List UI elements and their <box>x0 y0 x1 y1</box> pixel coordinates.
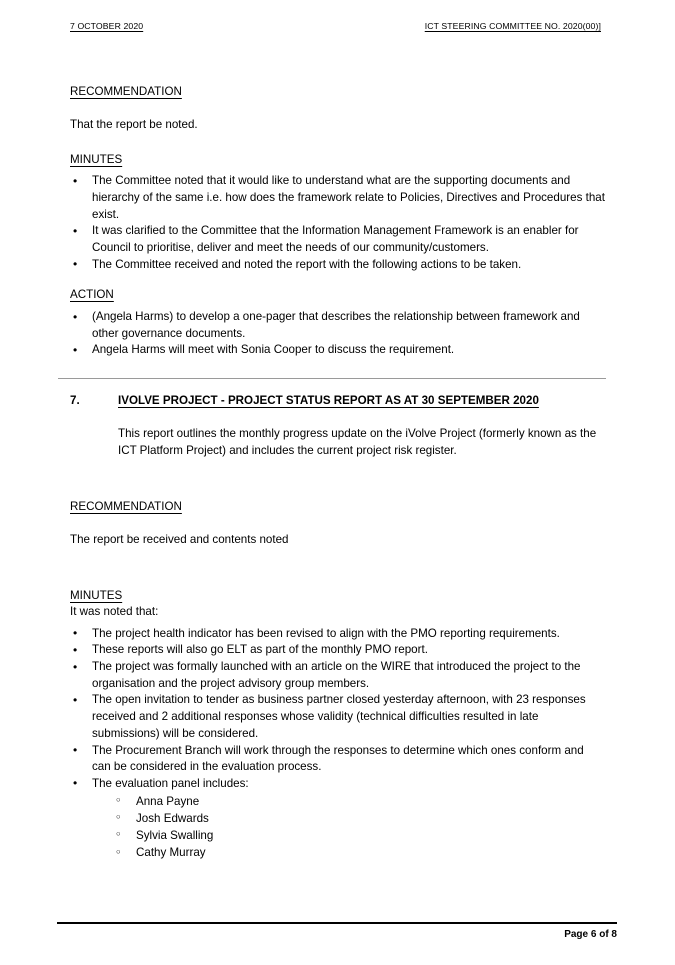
list-item: • (Angela Harms) to develop a one-pager that describes the relationship between framework and other governance documents. <box>70 309 605 342</box>
minutes-heading-2: MINUTES <box>70 589 123 603</box>
action-divider-rule <box>58 378 606 379</box>
list-item: ○ Cathy Murray <box>114 844 605 861</box>
minutes-intro-2: It was noted that: <box>70 604 159 618</box>
list-item: • Angela Harms will meet with Sonia Cooper to discuss the requirement. <box>70 342 605 359</box>
minutes-bullet-list-2 <box>70 626 605 793</box>
agenda-item-7 <box>70 393 605 409</box>
header-committee-reference: ICT STEERING COMMITTEE NO. 2020(00)] <box>424 21 601 31</box>
recommendation-heading-2: RECOMMENDATION <box>70 500 182 514</box>
list-item: ○ Anna Payne <box>114 793 605 810</box>
list-item: ○ Sylvia Swalling <box>114 827 605 844</box>
list-item: ○ Josh Edwards <box>114 810 605 827</box>
recommendation-heading-1: RECOMMENDATION <box>70 85 182 98</box>
list-item: • These reports will also go ELT as part of the monthly PMO report. <box>70 642 605 659</box>
document-body <box>70 84 605 861</box>
list-item: • The Committee received and noted the report with the following actions to be taken. <box>70 257 605 274</box>
recommendation-text-2: The report be received and contents noted <box>70 533 289 547</box>
list-item: • The open invitation to tender as business partner closed yesterday afternoon, with 23 responses received and 2 additional responses whose validity (technical difficulties resulted in late submissions) will be considered. <box>70 692 605 742</box>
action-bullet-list <box>70 309 605 359</box>
list-item: • The project health indicator has been revised to align with the PMO reporting requirements. <box>70 626 605 643</box>
header-date: 7 OCTOBER 2020 <box>70 21 144 31</box>
minutes-bullet-list-1 <box>70 173 605 273</box>
recommendation-text-1: That the report be noted. <box>70 117 198 131</box>
minutes-heading-1: MINUTES <box>70 152 123 166</box>
list-item: • The project was formally launched with an article on the WIRE that introduced the project to the organisation and the project advisory group members. <box>70 659 605 692</box>
footer-page-number: Page 6 of 8 <box>564 929 617 940</box>
agenda-item-number: 7. <box>70 394 80 408</box>
evaluation-panel-list <box>70 793 605 862</box>
footer-divider-rule <box>57 922 617 924</box>
list-item: • The Committee noted that it would like to understand what are the supporting documents and hierarchy of the same i.e. how does the framework relate to Policies, Directives and Procedures that exist. <box>70 173 605 223</box>
action-heading: ACTION <box>70 288 114 302</box>
list-item: • It was clarified to the Committee that the Information Management Framework is an enabler for Council to prioritise, deliver and meet the needs of our community/customers. <box>70 223 605 256</box>
agenda-item-intro: This report outlines the monthly progress update on the iVolve Project (formerly known as the ICT Platform Project) and includes the current project risk register. <box>118 427 597 457</box>
list-item: • The Procurement Branch will work through the responses to determine which ones conform and can be considered in the evaluation process. <box>70 743 605 776</box>
list-item: • The evaluation panel includes: <box>70 776 605 793</box>
agenda-item-title: IVOLVE PROJECT - PROJECT STATUS REPORT AS AT 30 SEPTEMBER 2020 <box>118 394 539 408</box>
document-header <box>70 21 617 31</box>
